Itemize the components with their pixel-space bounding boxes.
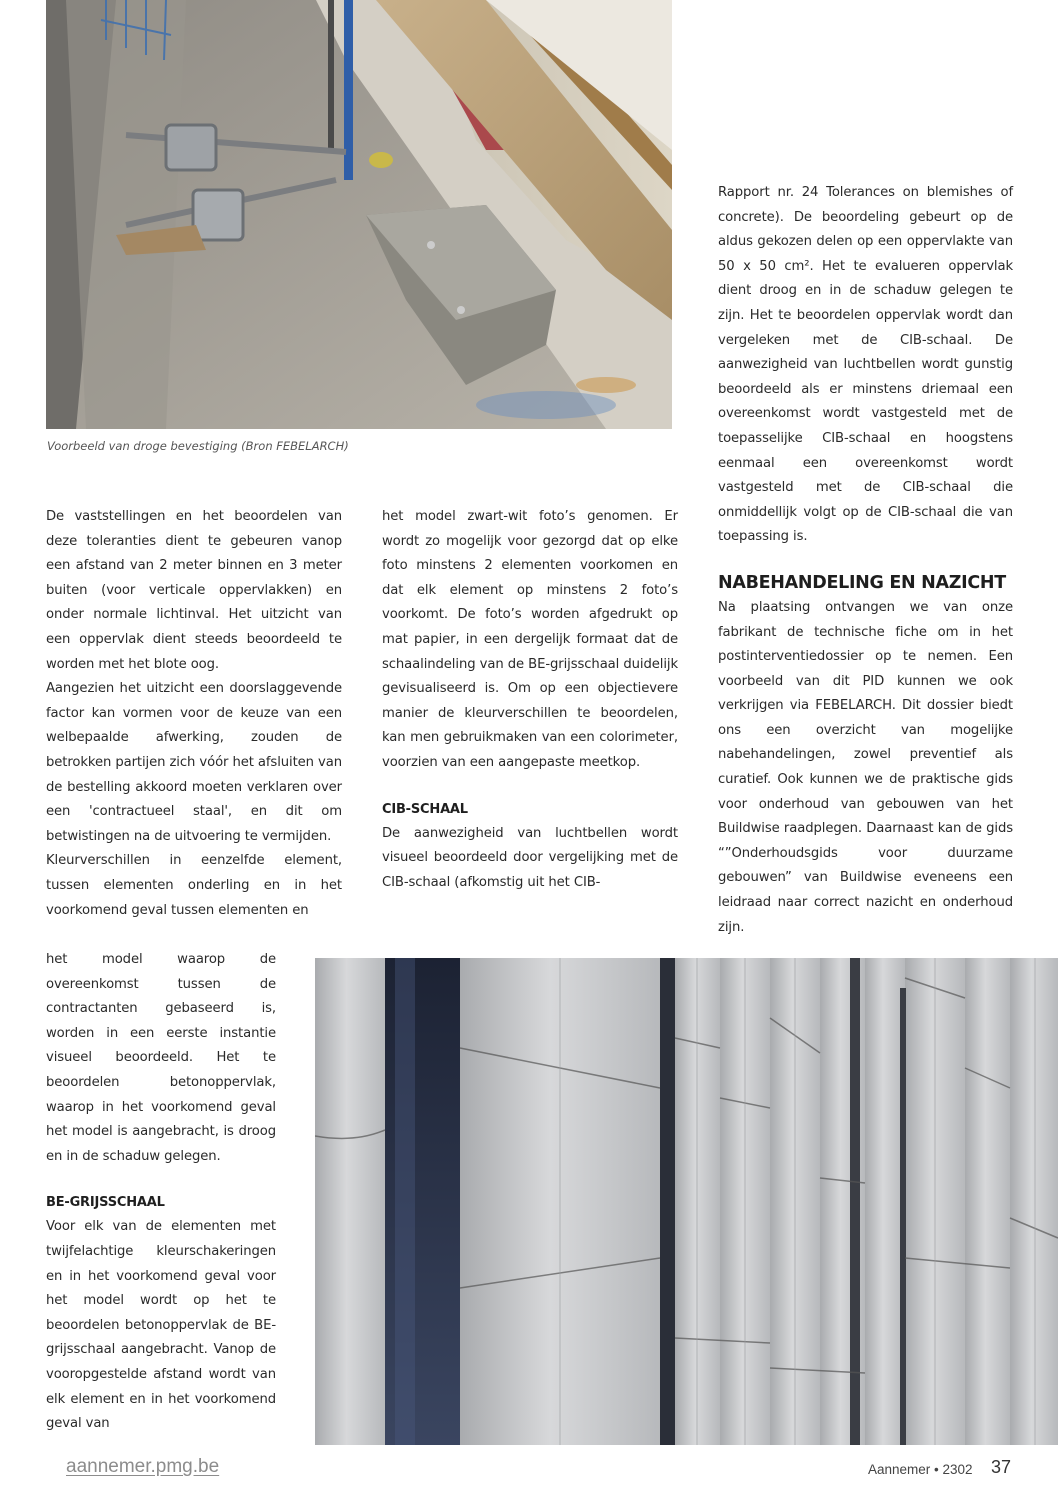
footer-magazine-issue: Aannemer • 2302: [868, 1462, 973, 1477]
column-3: [718, 181, 1013, 940]
paragraph: De vaststellingen en het beoordelen van deze toleranties dient te gebeuren vanop een afstand van 2 meter binnen en 3 meter buiten (voor verticale oppervlakken) en onder normale lichtinval. Het uitzicht van een oppervlak dient steeds beoordeeld te worden met het blote oog.: [46, 509, 342, 672]
column-1: [46, 505, 342, 923]
paragraph: De aanwezigheid van luchtbellen wordt visueel beoordeeld door vergelijking met de CIB-schaal (afkomstig uit het CIB-: [382, 825, 678, 890]
column-1-narrow: [46, 948, 276, 1437]
subheading-be-grijsschaal: BE-GRIJSSCHAAL: [46, 1195, 165, 1211]
paragraph: Na plaatsing ontvangen we van onze fabrikant de technische fiche om in het postinterventiedossier op te nemen. Een voorbeeld van dit PID kunnen we ook verkrijgen via FEBELARCH. Dit dossier biedt ons een overzicht van mogelijke nabehandelingen, zowel preventief als curatief. Ook kunnen we de praktische gids voor onderhoud van gebouwen van het Buildwise raadplegen. Daarnaast kan de gids “”Onderhoudsgids voor duurzame gebouwen” van Buildwise eveneens een leidraad naar correct nazicht en onderhoud zijn.: [718, 599, 1013, 935]
photo-dry-fixing: [46, 0, 672, 429]
paragraph: Kleurverschillen in eenzelfde element, tussen elementen onderling en in het voorkomend geval tussen elementen en: [46, 853, 342, 918]
paragraph: Voor elk van de elementen met twijfelachtige kleurschakeringen en in het voorkomend geval voor het model wordt op het te beoordelen betonoppervlak de BE-grijsschaal aangebracht. Vanop de vooropgestelde afstand wordt van elk element en in het voorkomend geval van: [46, 1219, 276, 1432]
page-number: 37: [991, 1457, 1012, 1477]
photo-caption: Voorbeeld van droge bevestiging (Bron FEBELARCH): [47, 439, 349, 453]
section-heading: NABEHANDELING EN NAZICHT: [718, 572, 1006, 593]
photo-concrete-facade: [315, 958, 1058, 1445]
paragraph: Rapport nr. 24 Tolerances on blemishes of concrete). De beoordeling gebeurt op de aldus gekozen delen op een oppervlakte van 50 x 50 cm². Het te evalueren oppervlak dient droog en in de schaduw gelegen te zijn. Het te beoordelen oppervlak wordt dan vergeleken met de CIB-schaal. De aanwezigheid van luchtbellen wordt gunstig beoordeeld als er minstens driemaal een overeenkomst wordt vastgesteld met de toepasselijke CIB-schaal en hoogstens eenmaal een overeenkomst wordt vastgesteld met de CIB-schaal die onmiddellijk volgt op de CIB-schaal die van toepassing is.: [718, 185, 1013, 545]
column-2: [382, 505, 678, 895]
subheading-cib-schaal: CIB-SCHAAL: [382, 801, 468, 817]
paragraph: het model waarop de overeenkomst tussen de contractanten gebaseerd is, worden in een eerste instantie visueel beoordeeld. Het te beoordelen betonoppervlak, waarop in het voorkomend geval het model is aangebracht, is droog en in de schaduw gelegen.: [46, 952, 276, 1164]
footer-website-link[interactable]: aannemer.pmg.be: [66, 1456, 220, 1477]
paragraph: Aangezien het uitzicht een doorslaggevende factor kan vormen voor de keuze van een welbepaalde afwerking, zouden de betrokken partijen zich vóór het afsluiten van de bestelling akkoord moeten verklaren over een 'contractueel staal', en dit om betwistingen na de uitvoering te vermijden.: [46, 681, 342, 844]
paragraph: het model zwart-wit foto’s genomen. Er wordt zo mogelijk voor gezorgd dat op elke foto minstens 2 elementen voorkomen en dat elk element op minstens 2 foto’s voorkomt. De foto’s worden afgedrukt op mat papier, in een dergelijk formaat dat de schaalindeling van de BE-grijsschaal duidelijk gevisualiseerd is. Om op een objectievere manier de kleurverschillen te beoordelen, kan men gebruikmaken van een colorimeter, voorzien van een aangepaste meetkop.: [382, 509, 678, 770]
